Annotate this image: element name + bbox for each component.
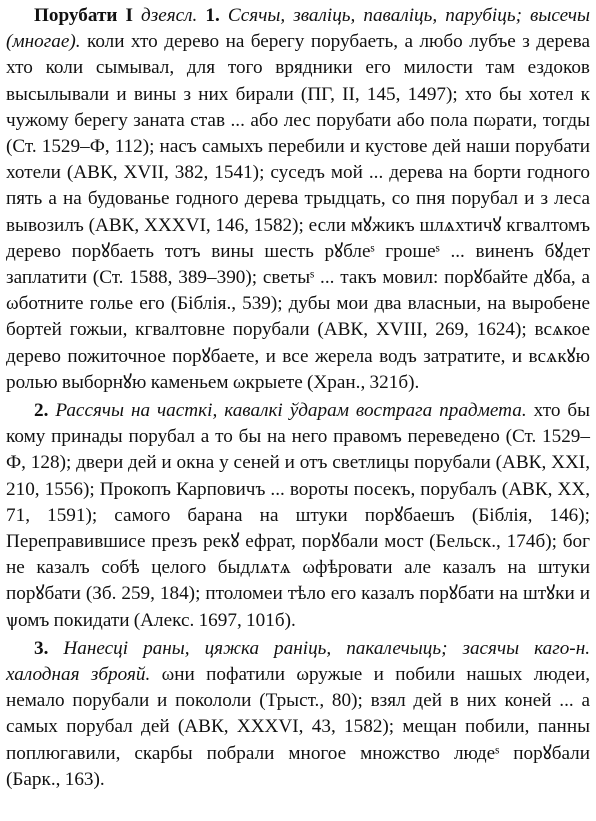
grammar-label: дзеясл. — [141, 5, 198, 26]
sense-number: 1. — [205, 5, 220, 26]
entry-sense-1 — [6, 3, 590, 396]
sense-definition: Нанесці раны, цяжка раніць, пакалечыць; засячы каго-н. халодная зброяй. — [6, 637, 591, 686]
headword: Порубати I — [34, 5, 133, 26]
entry-sense-3 — [6, 636, 590, 793]
sense-number: 3. — [34, 637, 49, 659]
sense-number: 2. — [34, 400, 49, 422]
sense-definition: Ссячы, зваліць, паваліць, парубіць; высечы (многае). — [6, 5, 591, 53]
sense-citations: хто бы кому принады порубал а то бы на него правомъ переведено (Ст. 1529–Ф, 128); двери дей и окна у сеней и отъ светлицы порубали (АВК, XXI, 210, 1556); Прокопъ Карповичъ ... вороты посекъ, порубалъ (АВК, XX, 71, 1591); самого барана на штуки порꙋбаешъ (Біблія, 146); Переправившисе презъ рекꙋ ефрат, порꙋбали мост (Бельск., 174б); бог не казалъ собѣ целого быдлѧтѧ ωфѣровати але казалъ на штуки порꙋбати (Зб. 259, 184); птоломеи тѣло его казалъ порꙋбати на штꙋки и ѱомъ покидати (Алекс. 1697, 101б). — [6, 400, 591, 631]
sense-citations: ωни пофатили ωружые и побили нашых людеи, немало порубали и покололи (Трыст., 80); взял дей в них коней ... а самых порубал дей (АВК, XXXVI, 43, 1582); мещан побили, панны поплюгавили, скарбы побрали многое множство людеˢ порꙋбали (Барк., 163). — [6, 664, 591, 790]
entry-sense-2 — [6, 398, 590, 634]
sense-definition: Рассячы на часткі, кавалкі ўдарам вострага прадмета. — [55, 400, 527, 422]
sense-citations: коли хто дерево на берегу порубаеть, а любо лубъе з дерева хто коли сымывал, для того врядники его милости там ездоков высылывали и вины з них бирали (ПГ, II, 145, 1497); хто бы хотел к чужому берегу заната став ... або лес порубати або пола пωрати, тогды (Ст. 1529–Ф, 112); насъ самыхъ перебили и кустове дей наши порубати хотели (АВК, XVII, 382, 1541); суседъ мой ... дерева на борти годного пять а на будованье годного дерева трыдцать, со пня порубал и з леса вывозилъ (АВК, XXXVI, 146, 1582); если мꙋжикъ шлѧхтичꙋ кгвалтомъ дерево порꙋбаеть тотъ вины шесть рꙋблеˢ грошеˢ ... виненъ бꙋдет заплатити (Ст. 1588, 389–390); светыˢ ... такъ мовил: порꙋбайте дꙋба, а ωботните голье его (Біблія., 539); дубы мои два власныи, на выробене бортей гожыи, кгвалтовне порубали (АВК, XVIII, 269, 1624); всѧкое дерево пожиточное порꙋбаете, и все жерела водъ затратите, и всѧкꙋю ролью выборнꙋю каменьем ωкрыете (Хран., 321б). — [6, 31, 590, 393]
